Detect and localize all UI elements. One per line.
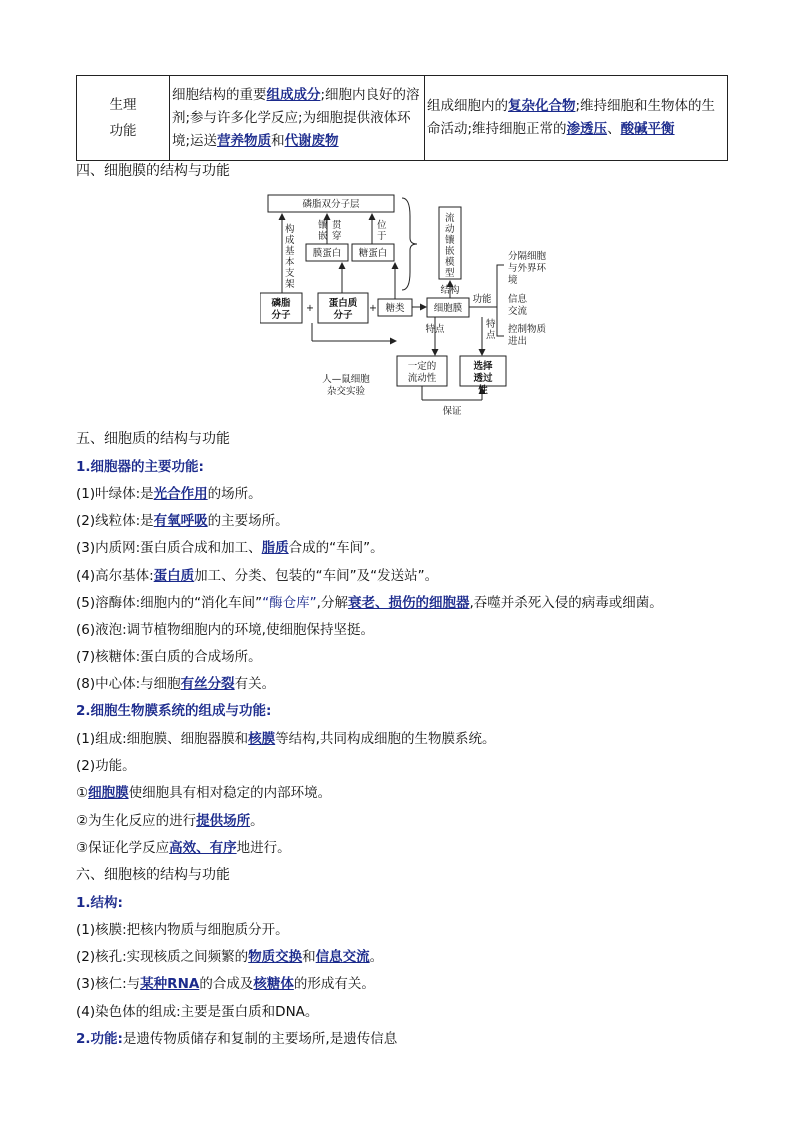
keyword: 有氧呼吸	[153, 513, 208, 530]
plus-1: +	[306, 303, 314, 314]
text-run: ①	[76, 785, 89, 802]
func1-label: 分隔细胞与外界环境	[508, 251, 547, 286]
list-item	[76, 944, 383, 970]
ensure-label: 保证	[442, 406, 462, 417]
text-run: ③保证化学反应	[76, 839, 170, 856]
keyword: 提供场所	[196, 812, 251, 829]
keyword: 核糖体	[253, 976, 294, 993]
keyword: 衰老、损伤的细胞器	[347, 594, 470, 611]
text-run: 。	[250, 812, 264, 829]
list-item	[76, 535, 384, 561]
fluidity-label: 一定的流动性	[407, 361, 437, 384]
text-run: 等结构,共同构成细胞的生物膜系统。	[275, 731, 496, 747]
section4-title: 四、细胞膜的结构与功能	[76, 163, 230, 179]
keyword: 组成成分	[266, 86, 321, 103]
list-item	[76, 671, 275, 697]
text-run: 的主要场所。	[207, 513, 289, 530]
keyword: 蛋白质	[153, 567, 195, 584]
list-item	[76, 917, 289, 943]
text-run: 细胞结构的	[172, 86, 240, 103]
text-run: (3)核仁:与	[76, 976, 141, 993]
list-item	[76, 590, 663, 616]
keyword: 细胞膜	[88, 785, 129, 802]
feature2-label: 特点	[486, 319, 496, 341]
keyword: 营养物质	[217, 132, 272, 149]
water-function-cell	[170, 76, 425, 161]
physiology-table	[76, 75, 728, 161]
text-run: 组成细胞内的	[427, 98, 508, 114]
through-label: 贯穿	[332, 220, 342, 242]
nucleus-function-label: 2.功能:	[76, 1031, 123, 1047]
list-item	[76, 780, 331, 806]
plus-2: +	[369, 303, 377, 314]
list-item	[76, 617, 374, 643]
keyword: 酸碱平衡	[620, 121, 675, 137]
nucleus-function-text: 是遗传物质储存和复制的主要场所,是遗传信息	[122, 1031, 398, 1047]
embed-label: 镶嵌	[318, 220, 328, 242]
text-run: (6)液泡:调节植物细胞内的环境,使细胞保持坚挺。	[76, 622, 374, 638]
text-run: 的合成及	[199, 976, 254, 993]
text-run: ②为生化反应的进行	[76, 812, 197, 829]
text-run: 、	[607, 121, 621, 137]
salt-function-cell	[425, 76, 728, 161]
text-run: (5)溶酶体:细胞内的“消化车间”	[76, 594, 263, 611]
highlight: “酶仓库”	[262, 594, 317, 611]
section6-title: 六、细胞核的结构与功能	[76, 867, 230, 883]
row-label	[77, 76, 170, 161]
func3-label: 控制物质进出	[508, 324, 547, 347]
keyword: 某种RNA	[140, 976, 200, 993]
text-run: 使细胞具有相对稳定的内部环境。	[128, 785, 332, 802]
list-item	[76, 726, 495, 752]
basic-frame-label: 构成基本支架	[285, 224, 295, 290]
text-run: (2)功能。	[76, 758, 136, 775]
text-run: 地进行。	[236, 839, 291, 856]
glycoprotein-label: 糖蛋白	[358, 248, 388, 259]
selective-label: 选择透过性	[473, 361, 493, 396]
keyword: 信息交流	[315, 949, 370, 966]
section6-heading1: 1.结构:	[76, 895, 123, 911]
text-run: ;细胞内良好的溶剂;参与许多化学反应;为细胞提供液体环境;运送	[172, 86, 420, 149]
experiment-label: 人—鼠细胞杂交实验	[322, 374, 370, 397]
text-run: (1)叶绿体:是	[76, 486, 154, 502]
located-label: 位于	[377, 220, 387, 242]
text-run: 和	[302, 949, 316, 966]
text-run: ;维持细胞和生物体的生命活动;维持细胞正常的	[427, 98, 716, 137]
list-item	[76, 481, 262, 507]
membrane-diagram	[260, 186, 550, 422]
list-item	[76, 563, 438, 589]
section5-heading1: 1.细胞器的主要功能:	[76, 459, 204, 475]
keyword: 代谢废物	[284, 132, 339, 149]
cell-membrane-label: 细胞膜	[433, 303, 463, 314]
text-run: 的形成有关。	[293, 976, 375, 993]
text-run: (7)核糖体:蛋白质的合成场所。	[76, 649, 262, 666]
list-item	[76, 999, 318, 1025]
func2-label: 信息交流	[508, 294, 528, 317]
text-run: (1)组成:细胞膜、细胞器膜和	[76, 731, 249, 747]
keyword: 核膜	[248, 731, 276, 747]
feature1-label: 特点	[425, 324, 445, 335]
text-run: 重要	[239, 86, 267, 103]
text-run: (1)核膜:把核内物质与细胞质分开。	[76, 922, 289, 938]
text-run: (4)高尔基体:	[76, 567, 154, 584]
phospholipid-label: 磷脂分子	[271, 298, 291, 321]
list-item	[76, 835, 291, 861]
list-item	[76, 644, 262, 670]
text-run: 加工、分类、包装的“车间”及“发送站”。	[194, 567, 439, 584]
list-item	[76, 808, 264, 834]
keyword: 有丝分裂	[180, 676, 235, 693]
text-run: (4)染色体的组成:主要是蛋白质和DNA。	[76, 1003, 319, 1020]
keyword: 光合作用	[153, 486, 208, 502]
section5-title: 五、细胞质的结构与功能	[76, 431, 230, 447]
text-run: ,吞噬并杀死入侵的病毒或细菌。	[469, 594, 663, 611]
list-item	[76, 971, 375, 997]
text-run: 合成的“车间”。	[288, 540, 384, 557]
keyword: 高效、有序	[169, 839, 237, 856]
keyword: 复杂化合物	[508, 98, 576, 114]
vertical-labels	[285, 212, 496, 341]
membrane-protein-label: 膜蛋白	[312, 248, 342, 259]
keyword: 渗透压	[566, 121, 608, 137]
text-run: (2)线粒体:是	[76, 513, 154, 530]
text-run: (8)中心体:与细胞	[76, 676, 181, 693]
sugar-label: 糖类	[385, 303, 405, 314]
text-run: 。	[369, 949, 384, 966]
function-label: 功能	[472, 294, 492, 305]
section5-heading2: 2.细胞生物膜系统的组成与功能:	[76, 703, 272, 719]
text-run: (3)内质网:蛋白质合成和加工、	[76, 540, 262, 557]
text-run: 有关。	[234, 676, 276, 693]
nucleus-function-line	[76, 1026, 397, 1052]
bilayer-label: 磷脂双分子层	[302, 199, 360, 210]
text-run: (2)核孔:实现核质之间频繁的	[76, 949, 249, 966]
keyword: 脂质	[261, 540, 289, 557]
keyword: 物质交换	[248, 949, 303, 966]
protein-label: 蛋白质分子	[328, 298, 358, 321]
structure-label: 结构	[440, 285, 460, 296]
text-run: 和	[271, 132, 285, 149]
list-item	[76, 508, 289, 534]
list-item	[76, 753, 136, 779]
fluid-mosaic-label: 流动镶嵌模型	[445, 213, 455, 279]
text-run: 的场所。	[207, 486, 262, 502]
text-run: ,分解	[316, 594, 348, 611]
row-label-text: 生理 功能	[109, 97, 137, 139]
